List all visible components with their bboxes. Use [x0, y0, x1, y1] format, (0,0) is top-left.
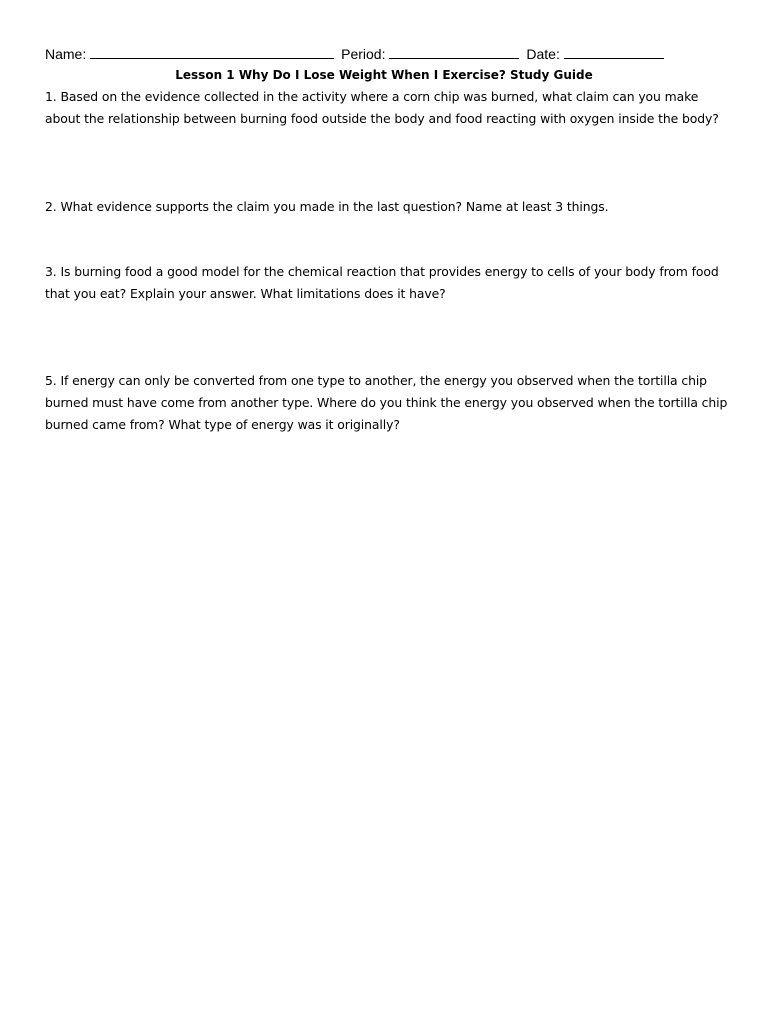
student-info-line	[45, 45, 667, 63]
study-guide-title: Lesson 1 Why Do I Lose Weight When I Exercise? Study Guide	[175, 68, 593, 82]
question-5: 5. If energy can only be converted from one type to another, the energy you observed when the tortilla chip burned must have come from another type. Where do you think the energy you observed when the tortilla chip burned came from? What type of energy was it originally?	[45, 373, 728, 432]
question-1: 1. Based on the evidence collected in the activity where a corn chip was burned, what claim can you make about the relationship between burning food outside the body and food reacting with oxygen inside the body?	[45, 89, 719, 126]
question-3: 3. Is burning food a good model for the chemical reaction that provides energy to cells of your body from food that you eat? Explain your answer. What limitations does it have?	[45, 264, 719, 301]
name-label: Name:	[45, 46, 87, 62]
date-blank[interactable]	[564, 45, 664, 59]
name-blank[interactable]	[90, 45, 334, 59]
question-2: 2. What evidence supports the claim you made in the last question? Name at least 3 things.	[45, 199, 609, 214]
period-label: Period:	[341, 46, 386, 62]
date-label: Date:	[526, 46, 560, 62]
period-blank[interactable]	[389, 45, 519, 59]
